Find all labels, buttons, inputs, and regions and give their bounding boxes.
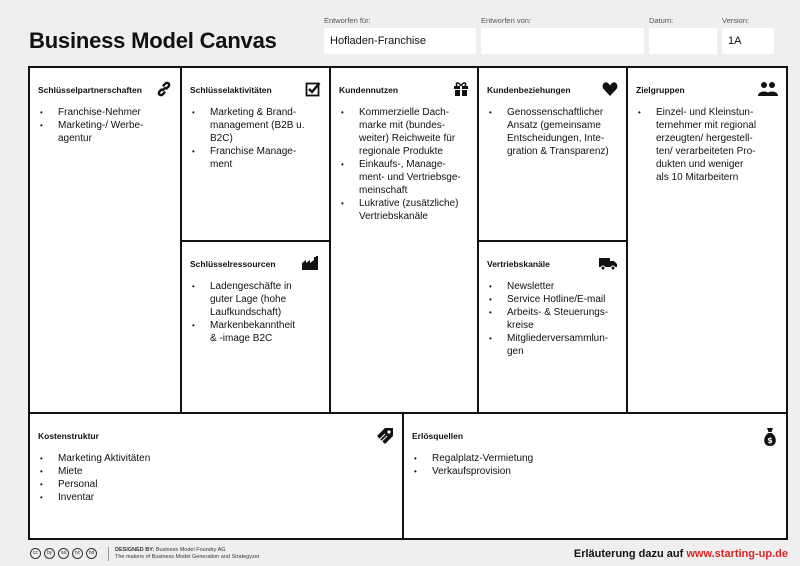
designed-by-field[interactable] xyxy=(481,28,644,54)
people-icon xyxy=(758,81,778,97)
block-title: Schlüsselressourcen xyxy=(190,259,276,269)
version-field[interactable]: 1A xyxy=(722,28,774,54)
list-item: • Genossenschaftlicher Ansatz (gemeinsame Entscheidungen, Inte- gration & Transparenz) xyxy=(487,106,618,158)
date-field[interactable] xyxy=(649,28,717,54)
designed-for-field[interactable]: Hofladen-Franchise xyxy=(324,28,476,54)
footer-note-text: Erläuterung dazu auf xyxy=(573,548,684,560)
block-title: Kundenbeziehungen xyxy=(487,85,571,95)
list-item: • Newsletter xyxy=(487,280,618,293)
business-model-canvas xyxy=(28,66,788,540)
license-icons xyxy=(30,548,97,559)
block-channels xyxy=(477,240,626,412)
block-title: Vertriebskanäle xyxy=(487,259,550,269)
link-icon xyxy=(156,81,172,97)
list-item: • Arbeits- & Steuerungs- kreise xyxy=(487,306,618,332)
list-item: • Markenbekanntheit & -image B2C xyxy=(190,319,321,345)
factory-icon xyxy=(301,255,321,271)
designed-by xyxy=(108,547,260,561)
list-item: • Marketing-/ Werbe- agentur xyxy=(38,119,172,145)
block-items xyxy=(487,280,618,358)
block-title: Zielgruppen xyxy=(636,85,685,95)
list-item: • Miete xyxy=(38,465,394,478)
truck-icon xyxy=(598,255,618,271)
block-title: Kundennutzen xyxy=(339,85,399,95)
list-item: • Einzel- und Kleinstun- ternehmer mit regional erzeugten/ hergestell- ten/ verarbeiteten Pro- dukten und weniger als 10 Mitarbeitern xyxy=(636,106,778,184)
list-item: • Ladengeschäfte in guter Lage (hohe Laufkundschaft) xyxy=(190,280,321,319)
money-bag-icon xyxy=(762,427,778,447)
list-item: • Kommerzielle Dach- marke mit (bundes- weiter) Reichweite für regionale Produkte xyxy=(339,106,469,158)
version-label: Version: xyxy=(722,16,750,25)
heart-icon xyxy=(602,81,618,97)
block-key-resources xyxy=(180,240,329,412)
no-derivatives-icon: nd xyxy=(86,548,97,559)
block-cost-structure xyxy=(30,412,402,538)
footer-note xyxy=(574,548,788,560)
list-item: • Service Hotline/E-mail xyxy=(487,293,618,306)
block-items xyxy=(487,106,618,158)
block-key-activities xyxy=(180,68,329,240)
list-item: • Marketing Aktivitäten xyxy=(38,452,394,465)
block-customer-relationships xyxy=(477,68,626,240)
list-item: • Regalplatz-Vermietung xyxy=(412,452,778,465)
block-items xyxy=(190,106,321,171)
block-title: Erlösquellen xyxy=(412,431,464,441)
list-item: • Verkaufsprovision xyxy=(412,465,778,478)
block-items xyxy=(38,452,394,504)
cc-icon: cc xyxy=(30,548,41,559)
block-items xyxy=(190,280,321,345)
block-items xyxy=(636,106,778,184)
list-item: • Marketing & Brand- management (B2B u. B2C) xyxy=(190,106,321,145)
starting-up-link[interactable]: www.starting-up.de xyxy=(686,548,788,560)
block-customer-segments xyxy=(626,68,786,412)
list-item: • Personal xyxy=(38,478,394,491)
list-item: • Franchise-Nehmer xyxy=(38,106,172,119)
block-title: Kostenstruktur xyxy=(38,431,99,441)
date-label: Datum: xyxy=(649,16,674,25)
block-value-propositions xyxy=(329,68,477,412)
share-alike-icon: sa xyxy=(58,548,69,559)
tag-icon xyxy=(376,427,394,445)
block-revenue-streams xyxy=(402,412,786,538)
gift-icon xyxy=(453,81,469,97)
block-items xyxy=(412,452,778,478)
non-commercial-icon: nc xyxy=(72,548,83,559)
designed-by-label: DESIGNED BY: xyxy=(115,547,155,553)
designed-by-label: Entworfen von: xyxy=(481,16,532,25)
block-key-partners xyxy=(30,68,180,412)
block-items xyxy=(339,106,469,223)
attribution-icon: by xyxy=(44,548,55,559)
designed-by-tagline: The makers of Business Model Generation and Strategyzer xyxy=(115,554,260,560)
checkbox-icon xyxy=(305,81,321,97)
block-items xyxy=(38,106,172,145)
list-item: • Einkaufs-, Manage- ment- und Vertriebsge- meinschaft xyxy=(339,158,469,197)
list-item: • Lukrative (zusätzliche) Vertriebskanäle xyxy=(339,197,469,223)
block-title: Schlüsselaktivitäten xyxy=(190,85,272,95)
list-item: • Mitgliederversammlun- gen xyxy=(487,332,618,358)
list-item: • Inventar xyxy=(38,491,394,504)
block-title: Schlüsselpartnerschaften xyxy=(38,85,142,95)
svg-text:$: $ xyxy=(767,436,773,445)
list-item: • Franchise Manage- ment xyxy=(190,145,321,171)
designed-for-label: Entworfen für: xyxy=(324,16,371,25)
page-title: Business Model Canvas xyxy=(29,28,277,53)
designed-by-value: Business Model Foundry AG xyxy=(155,547,226,553)
